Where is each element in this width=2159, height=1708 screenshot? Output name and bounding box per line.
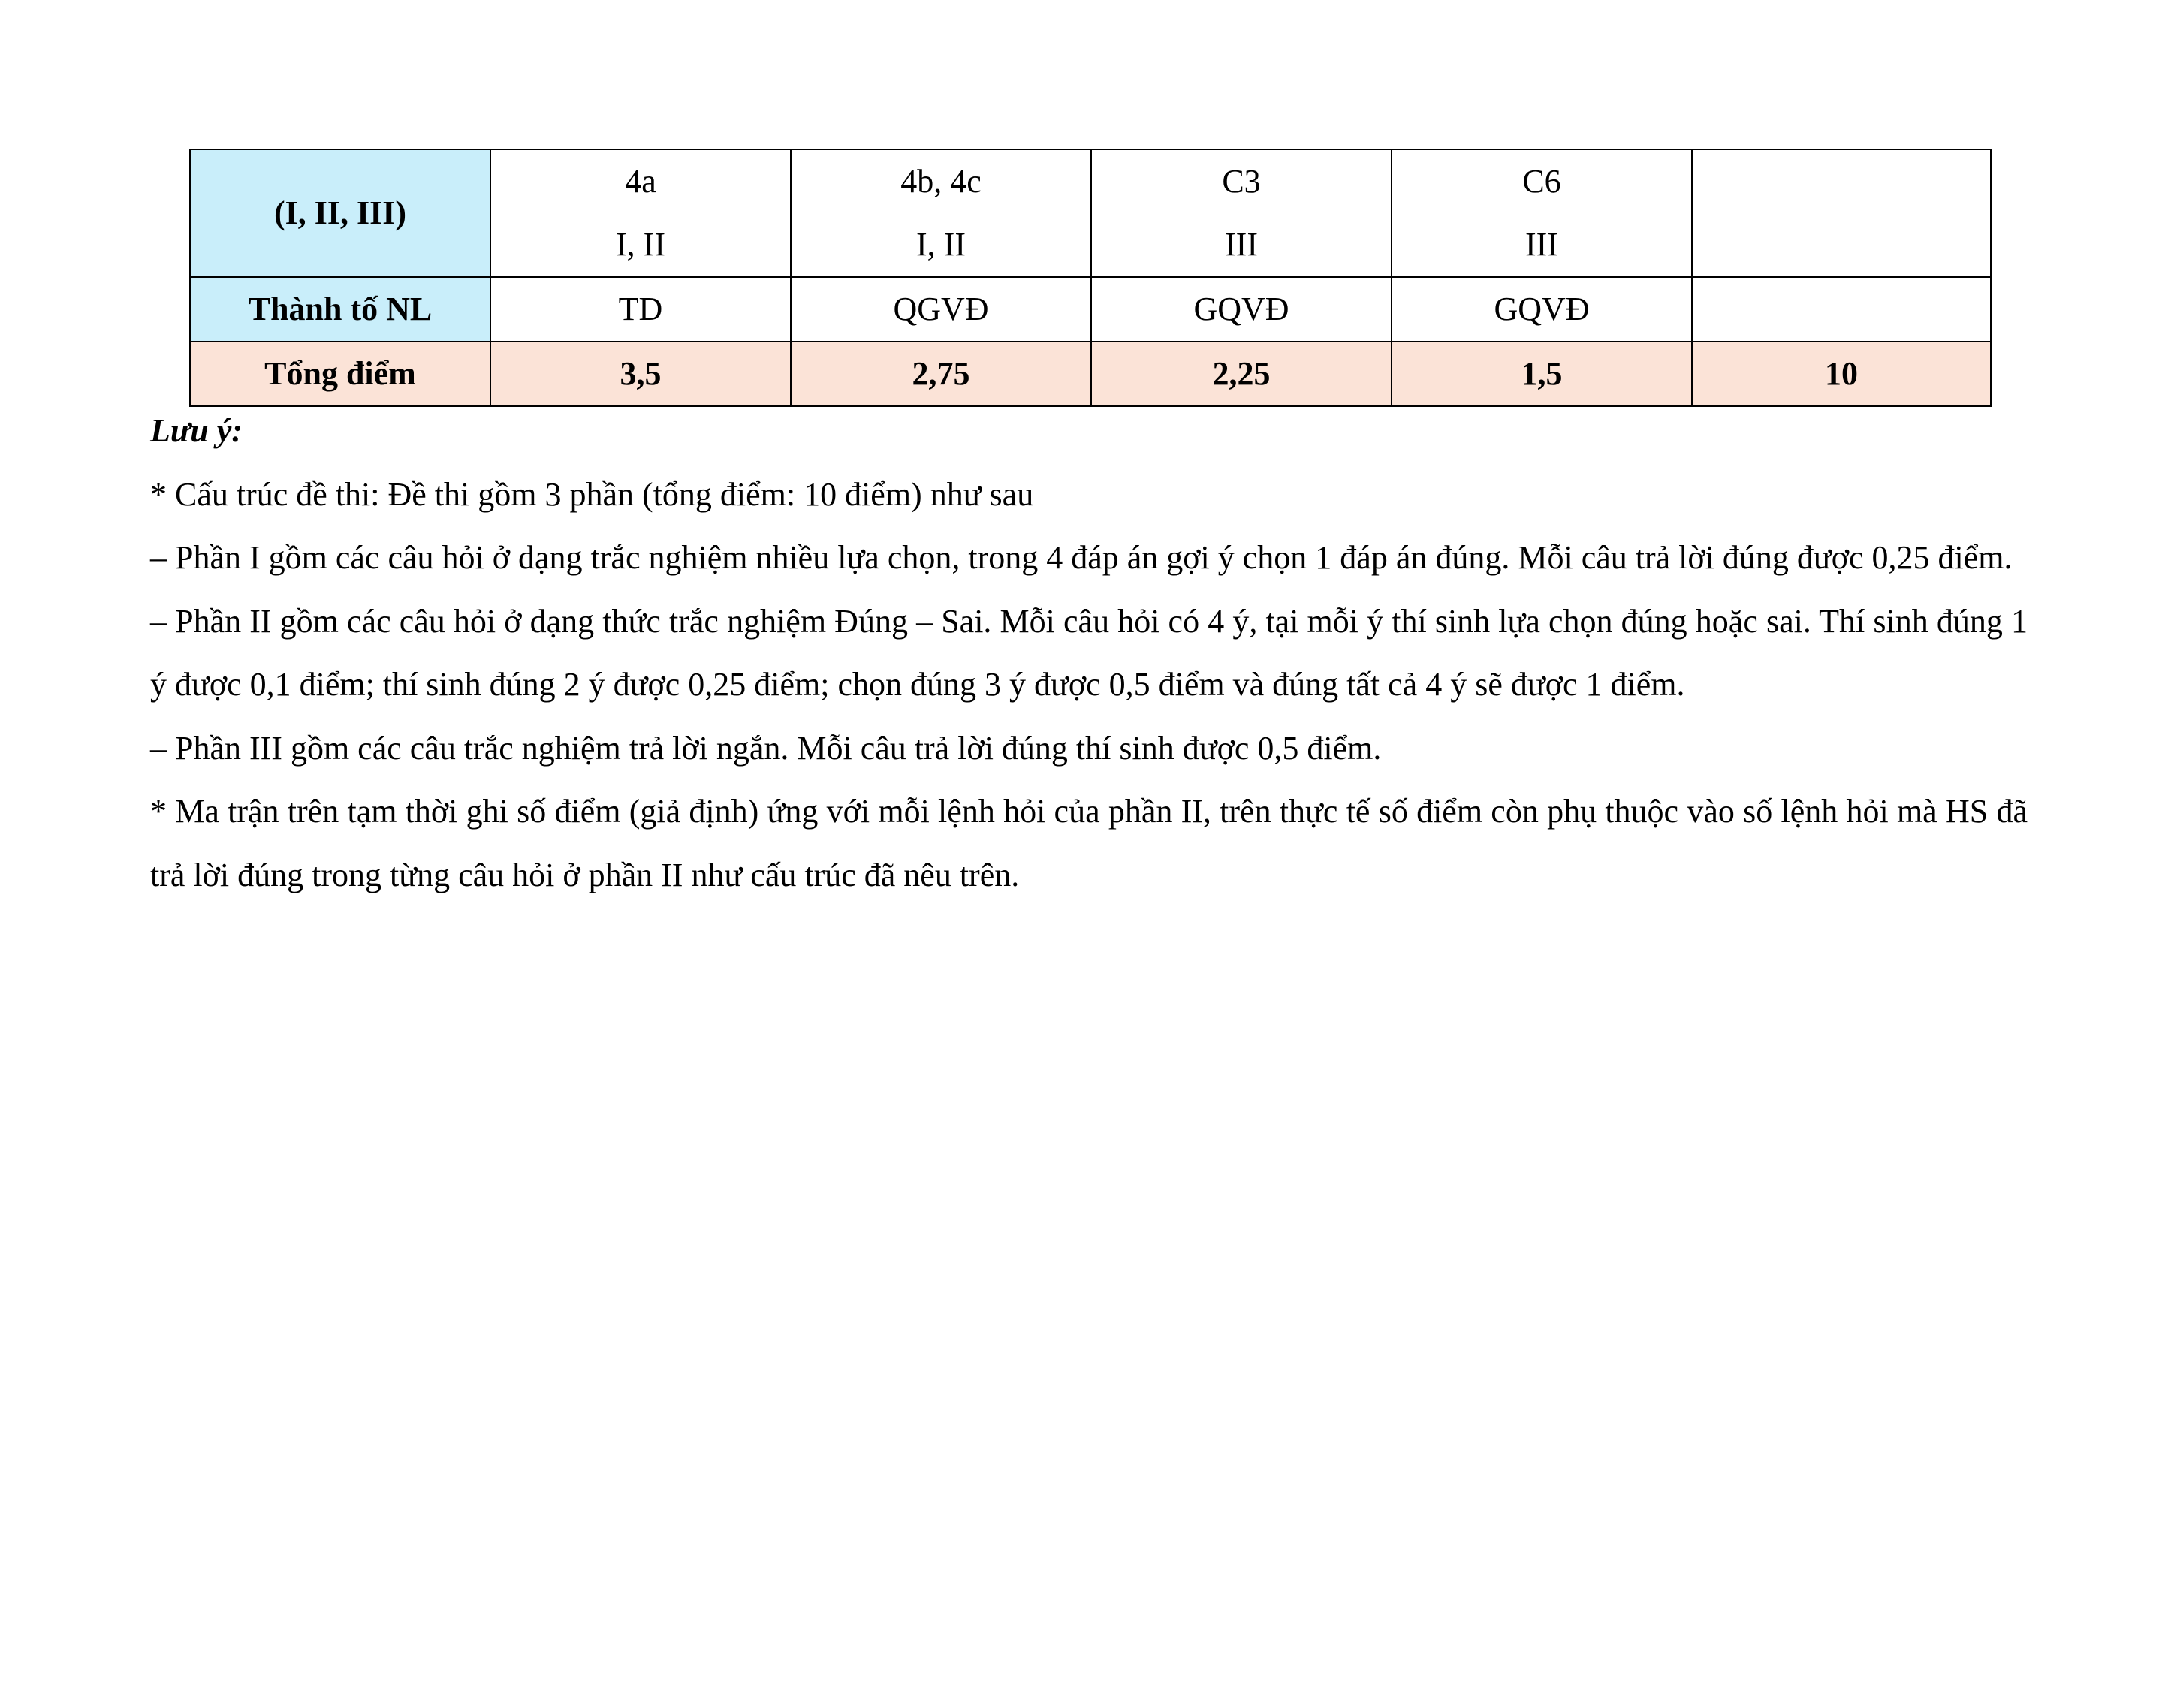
table-cell: GQVĐ xyxy=(1392,277,1692,342)
table-cell: QGVĐ xyxy=(791,277,1091,342)
table-cell xyxy=(490,149,791,277)
cell-part: I, II xyxy=(916,226,966,263)
table-cell-empty xyxy=(1692,277,1991,342)
table-cell xyxy=(1091,149,1392,277)
table-cell-empty xyxy=(1692,149,1991,277)
note-paragraph-structure: * Cấu trúc đề thi: Đề thi gồm 3 phần (tổng điểm: 10 điểm) như sau xyxy=(150,475,1034,513)
table-cell: TD xyxy=(490,277,791,342)
table-cell: GQVĐ xyxy=(1091,277,1392,342)
table-cell-score: 2,25 xyxy=(1091,342,1392,406)
table-cell-score: 1,5 xyxy=(1392,342,1692,406)
table-row-total xyxy=(190,342,1991,406)
cell-part: III xyxy=(1525,226,1558,263)
cell-question: C3 xyxy=(1222,163,1261,200)
notes-heading: Lưu ý: xyxy=(150,412,243,449)
cell-question: 4a xyxy=(625,163,656,200)
score-matrix-table xyxy=(189,149,1992,407)
table-row-competency xyxy=(190,277,1991,342)
cell-part: III xyxy=(1225,226,1258,263)
row-label-total: Tổng điểm xyxy=(190,342,490,406)
note-paragraph-matrix: * Ma trận trên tạm thời ghi số điểm (giả định) ứng với mỗi lệnh hỏi của phần II, trên thực tế số điểm còn phụ thuộc vào số lệnh hỏi mà HS đã trả lời đúng trong từng câu hỏi ở phần II như cấu trúc đã nêu trên. xyxy=(150,793,2028,893)
table-cell-score: 2,75 xyxy=(791,342,1091,406)
note-paragraph-part-3: – Phần III gồm các câu trắc nghiệm trả lời ngắn. Mỗi câu trả lời đúng thí sinh được 0,5 điểm. xyxy=(150,729,1382,767)
table-cell-total-score: 10 xyxy=(1692,342,1991,406)
table-cell-score: 3,5 xyxy=(490,342,791,406)
note-paragraph-part-1: – Phần I gồm các câu hỏi ở dạng trắc nghiệm nhiều lựa chọn, trong 4 đáp án gợi ý chọn 1 đáp án đúng. Mỗi câu trả lời đúng được 0,25 điểm. xyxy=(150,539,2013,576)
table-cell xyxy=(1392,149,1692,277)
row-label-level: (I, II, III) xyxy=(190,149,490,277)
cell-part: I, II xyxy=(616,226,665,263)
note-paragraph-part-2: – Phần II gồm các câu hỏi ở dạng thức trắc nghiệm Đúng – Sai. Mỗi câu hỏi có 4 ý, tại mỗi ý thí sinh lựa chọn đúng hoặc sai. Thí sinh đúng 1 ý được 0,1 điểm; thí sinh đúng 2 ý được 0,25 điểm; chọn đúng 3 ý được 0,5 điểm và đúng tất cả 4 ý sẽ được 1 điểm. xyxy=(150,602,2028,703)
row-label-competency: Thành tố NL xyxy=(190,277,490,342)
table-row-level xyxy=(190,149,1991,277)
cell-question: 4b, 4c xyxy=(900,163,982,200)
cell-question: C6 xyxy=(1522,163,1561,200)
notes-section xyxy=(150,399,2028,907)
table-cell xyxy=(791,149,1091,277)
